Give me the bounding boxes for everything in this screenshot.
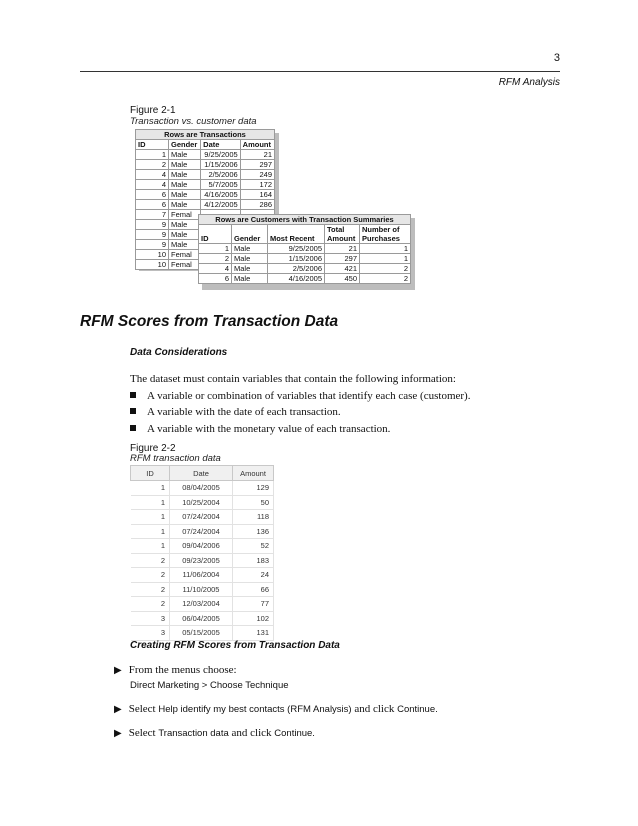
menu-path: Direct Marketing > Choose Technique — [130, 680, 289, 691]
table-cell: 118 — [233, 510, 274, 525]
table-cell: 1/15/2006 — [267, 254, 324, 264]
col-header: Most Recent — [267, 225, 324, 244]
table-cell: 4/16/2005 — [201, 190, 241, 200]
table-cell: 131 — [233, 626, 274, 641]
table-row — [131, 626, 274, 641]
table-cell: Male — [169, 240, 201, 250]
col-header: Amount — [240, 140, 274, 150]
col-header: Gender — [232, 225, 268, 244]
section-heading: RFM Scores from Transaction Data — [80, 313, 339, 330]
table-cell: 6 — [199, 274, 232, 284]
table-cell: 6 — [136, 190, 169, 200]
step-item: ▶ Select Transaction data and click Continue. — [114, 727, 315, 739]
running-head: RFM Analysis — [498, 77, 560, 88]
table-cell: 6 — [136, 200, 169, 210]
table-cell: Femal — [169, 250, 201, 260]
table-cell: Male — [232, 274, 268, 284]
transactions-table-title: Rows are Transactions — [136, 130, 275, 140]
table-cell: 2 — [360, 264, 411, 274]
table-cell: 297 — [325, 254, 360, 264]
creating-rfm-heading: Creating RFM Scores from Transaction Data — [130, 640, 340, 651]
col-header: Total Amount — [325, 225, 360, 244]
table-row — [199, 254, 411, 264]
table-row — [136, 190, 275, 200]
table-cell: 09/04/2006 — [170, 539, 233, 554]
table-cell: 183 — [233, 553, 274, 568]
col-header: Date — [170, 466, 233, 481]
col-header: Amount — [233, 466, 274, 481]
table-cell: 12/03/2004 — [170, 597, 233, 612]
table-cell: 5/7/2005 — [201, 180, 241, 190]
table-cell: Male — [169, 230, 201, 240]
table-cell: 2 — [131, 568, 170, 583]
table-row — [131, 495, 274, 510]
col-header: ID — [136, 140, 169, 150]
table-cell: 9 — [136, 220, 169, 230]
table-cell: 4 — [199, 264, 232, 274]
table-cell: 2 — [360, 274, 411, 284]
bullet-square-icon — [130, 392, 136, 398]
table-cell: 4/12/2005 — [201, 200, 241, 210]
table-row — [131, 553, 274, 568]
table-row — [131, 481, 274, 496]
table-cell: 172 — [240, 180, 274, 190]
step-arrow-icon: ▶ — [114, 665, 122, 676]
table-cell: 421 — [325, 264, 360, 274]
table-cell: 1 — [131, 510, 170, 525]
figure-1-caption: Transaction vs. customer data — [130, 116, 257, 127]
figure-2-caption: RFM transaction data — [130, 453, 221, 464]
table-row — [131, 568, 274, 583]
table-cell: 7 — [136, 210, 169, 220]
table-cell: Male — [232, 244, 268, 254]
figure-1-label: Figure 2-1 — [130, 105, 176, 116]
table-cell: 11/10/2005 — [170, 582, 233, 597]
table-cell: 1 — [131, 495, 170, 510]
table-cell: 2 — [136, 160, 169, 170]
data-considerations-heading: Data Considerations — [130, 347, 228, 358]
table-cell: 11/06/2004 — [170, 568, 233, 583]
table-cell: 07/24/2004 — [170, 524, 233, 539]
table-cell: 450 — [325, 274, 360, 284]
table-row — [199, 264, 411, 274]
table-row — [131, 582, 274, 597]
table-row — [131, 510, 274, 525]
table-row — [131, 597, 274, 612]
table-cell: 3 — [131, 626, 170, 641]
header-rule — [80, 71, 560, 72]
table-cell: 9/25/2005 — [201, 150, 241, 160]
table-cell: 66 — [233, 582, 274, 597]
table-cell: 10 — [136, 250, 169, 260]
table-cell: 4 — [136, 180, 169, 190]
table-cell: 1 — [131, 539, 170, 554]
table-cell: 1/15/2006 — [201, 160, 241, 170]
table-cell: 9 — [136, 240, 169, 250]
customers-table — [198, 214, 411, 284]
table-cell: 102 — [233, 611, 274, 626]
table-cell: Male — [169, 180, 201, 190]
table-cell: 1 — [136, 150, 169, 160]
table-row — [199, 274, 411, 284]
table-row — [136, 160, 275, 170]
table-cell: 07/24/2004 — [170, 510, 233, 525]
table-cell: 10/25/2004 — [170, 495, 233, 510]
step-item: ▶ Select Help identify my best contacts (RFM Analysis) and click Continue. — [114, 703, 438, 715]
table-row — [136, 170, 275, 180]
table-cell: 10 — [136, 260, 169, 270]
table-cell: 50 — [233, 495, 274, 510]
table-row — [136, 150, 275, 160]
step-arrow-icon: ▶ — [114, 728, 122, 739]
table-cell: 06/04/2005 — [170, 611, 233, 626]
col-header: ID — [131, 466, 170, 481]
table-cell: 2 — [199, 254, 232, 264]
table-cell: 21 — [325, 244, 360, 254]
figure-2-label: Figure 2-2 — [130, 443, 176, 454]
table-cell: Male — [169, 190, 201, 200]
table-cell: Male — [169, 170, 201, 180]
table-cell: 9/25/2005 — [267, 244, 324, 254]
table-cell: Male — [232, 264, 268, 274]
table-cell: 09/23/2005 — [170, 553, 233, 568]
table-cell: 08/04/2005 — [170, 481, 233, 496]
rfm-transaction-table — [130, 465, 274, 641]
table-cell: 1 — [199, 244, 232, 254]
table-cell: Male — [169, 160, 201, 170]
table-row — [131, 611, 274, 626]
table-cell: 3 — [131, 611, 170, 626]
bullet-square-icon — [130, 425, 136, 431]
table-cell: 164 — [240, 190, 274, 200]
table-cell: 1 — [131, 481, 170, 496]
table-cell: Male — [169, 200, 201, 210]
col-header: Gender — [169, 140, 201, 150]
table-cell: 2 — [131, 582, 170, 597]
table-row — [131, 524, 274, 539]
table-cell: 136 — [233, 524, 274, 539]
table-cell: 1 — [131, 524, 170, 539]
table-cell: 4 — [136, 170, 169, 180]
bullet-square-icon — [130, 408, 136, 414]
table-cell: 2 — [131, 553, 170, 568]
col-header: Date — [201, 140, 241, 150]
table-cell: Femal — [169, 210, 201, 220]
step-arrow-icon: ▶ — [114, 704, 122, 715]
table-cell: 2/5/2006 — [201, 170, 241, 180]
table-cell: 05/15/2005 — [170, 626, 233, 641]
table-cell: Femal — [169, 260, 201, 270]
intro-text: The dataset must contain variables that contain the following information: — [130, 373, 456, 385]
bullet-item: A variable with the date of each transaction. — [130, 406, 341, 418]
table-cell: Male — [169, 150, 201, 160]
table-cell: 4/16/2005 — [267, 274, 324, 284]
table-cell: 24 — [233, 568, 274, 583]
table-cell: 21 — [240, 150, 274, 160]
bullet-item: A variable or combination of variables that identify each case (customer). — [130, 390, 470, 402]
table-row — [131, 539, 274, 554]
table-cell: 2/5/2006 — [267, 264, 324, 274]
table-cell: 2 — [131, 597, 170, 612]
bullet-item: A variable with the monetary value of each transaction. — [130, 423, 390, 435]
table-cell: Male — [169, 220, 201, 230]
table-cell: 9 — [136, 230, 169, 240]
table-row — [136, 200, 275, 210]
page-number: 3 — [553, 52, 560, 64]
table-cell: 249 — [240, 170, 274, 180]
table-cell: 129 — [233, 481, 274, 496]
table-cell: Male — [232, 254, 268, 264]
table-row — [199, 244, 411, 254]
col-header: Number of Purchases — [360, 225, 411, 244]
step-item: ▶ From the menus choose: — [114, 664, 237, 676]
table-row — [136, 180, 275, 190]
col-header: ID — [199, 225, 232, 244]
table-cell: 1 — [360, 244, 411, 254]
table-cell: 77 — [233, 597, 274, 612]
table-cell: 286 — [240, 200, 274, 210]
table-cell: 1 — [360, 254, 411, 264]
customers-table-title: Rows are Customers with Transaction Summaries — [199, 215, 411, 225]
table-cell: 52 — [233, 539, 274, 554]
table-cell: 297 — [240, 160, 274, 170]
